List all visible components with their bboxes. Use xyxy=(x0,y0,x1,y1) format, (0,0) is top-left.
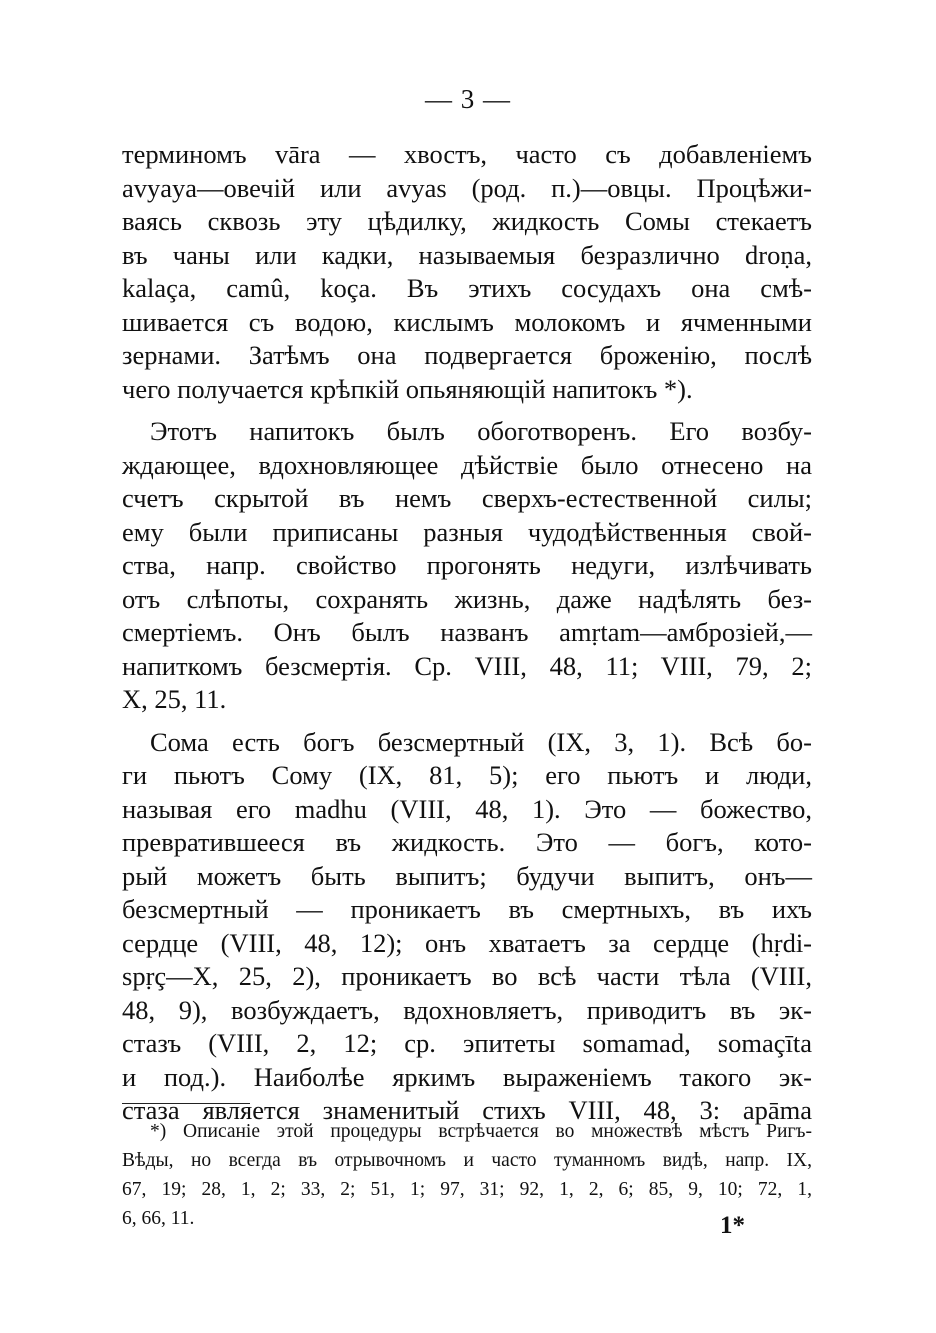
text-line: рый можетъ быть выпитъ; будучи выпитъ, онъ— xyxy=(122,860,812,891)
text-line: стаза является знаменитый стихъ VIII, 48, 3: apāma xyxy=(122,1095,812,1125)
text-line: напиткомъ безсмертія. Ср. VIII, 48, 11; VIII, 79, 2; xyxy=(122,650,812,681)
text-line: X, 25, 11. xyxy=(122,684,227,714)
text-line: стазъ (VIII, 2, 12; ср. эпитеты somamad, somaçīta xyxy=(122,1028,812,1058)
paragraph-1 xyxy=(122,138,812,406)
footnote-line: 6, 66, 11. xyxy=(122,1208,195,1229)
text-line: въ чаны или кадки, называемыя безразлично droṇa, xyxy=(122,239,812,270)
text-line: называя его madhu (VIII, 48, 1). Это — божество, xyxy=(122,793,812,824)
text-line: 48, 9), возбуждаетъ, вдохновляетъ, приводитъ въ эк- xyxy=(122,994,812,1025)
text-line: ему были приписаны разныя чудодѣйственныя свой- xyxy=(122,516,812,547)
text-line: чего получается крѣпкій опьяняющій напитокъ *). xyxy=(122,373,693,404)
signature-mark: 1* xyxy=(720,1212,745,1239)
text-line: безсмертный — проникаетъ въ смертныхъ, въ ихъ xyxy=(122,894,812,924)
text-line: зернами. Затѣмъ она подвергается броженію, послѣ xyxy=(122,340,812,370)
text-line: Этотъ напитокъ былъ обоготворенъ. Его возбу- xyxy=(150,416,812,446)
text-line: и под.). Наиболѣе яркимъ выраженіемъ такого эк- xyxy=(122,1061,812,1092)
text-line: отъ слѣпоты, сохранять жизнь, даже надѣлять без- xyxy=(122,583,812,614)
text-line: kalaça, camû, koça. Въ этихъ сосудахъ она смѣ- xyxy=(122,273,812,303)
footnote xyxy=(122,1117,812,1233)
text-line: ждающее, вдохновляющее дѣйствіе было отнесено на xyxy=(122,449,812,480)
text-line: spṛç—X, 25, 2), проникаетъ во всѣ части тѣла (VIII, xyxy=(122,961,812,991)
page-number: — 3 — xyxy=(425,84,511,114)
paragraph-3 xyxy=(122,726,812,1128)
footnote-line: *) Описаніе этой процедуры встрѣчается во множествѣ мѣстъ Ригъ- xyxy=(150,1121,812,1142)
text-line: ваясь сквозь эту цѣдилку, жидкость Сомы стекаетъ xyxy=(122,206,812,236)
text-line: avyaya—овечій или avyas (род. п.)—овцы. Процѣжи- xyxy=(122,172,812,203)
text-line: шивается съ водою, кислымъ молокомъ и ячменными xyxy=(122,306,812,337)
footnote-line: 67, 19; 28, 1, 2; 33, 2; 51, 1; 97, 31; 92, 1, 2, 6; 85, 9, 10; 72, 1, xyxy=(122,1179,812,1200)
footnote-line: Вѣды, но всегда въ отрывочномъ и часто туманномъ видѣ, напр. IX, xyxy=(122,1150,812,1171)
text-line: Сома есть богъ безсмертный (IX, 3, 1). Всѣ бо- xyxy=(150,726,812,757)
text-line: сердце (VIII, 48, 12); онъ хватаетъ за сердце (hṛdi- xyxy=(122,927,812,958)
footnote-divider xyxy=(122,1103,250,1104)
paragraph-2 xyxy=(122,415,812,717)
text-line: ги пьютъ Сому (IX, 81, 5); его пьютъ и люди, xyxy=(122,760,812,790)
text-line: ства, напр. свойство прогонять недуги, излѣчивать xyxy=(122,550,812,580)
text-line: счетъ скрытой въ немъ сверхъ-естественной силы; xyxy=(122,483,812,513)
text-line: превратившееся въ жидкость. Это — богъ, кото- xyxy=(122,827,812,857)
text-line: терминомъ vāra — хвостъ, часто съ добавленіемъ xyxy=(122,139,812,169)
main-text xyxy=(122,138,812,1128)
text-line: смертіемъ. Онъ былъ названъ amṛtam—амброзіей,— xyxy=(122,617,812,647)
